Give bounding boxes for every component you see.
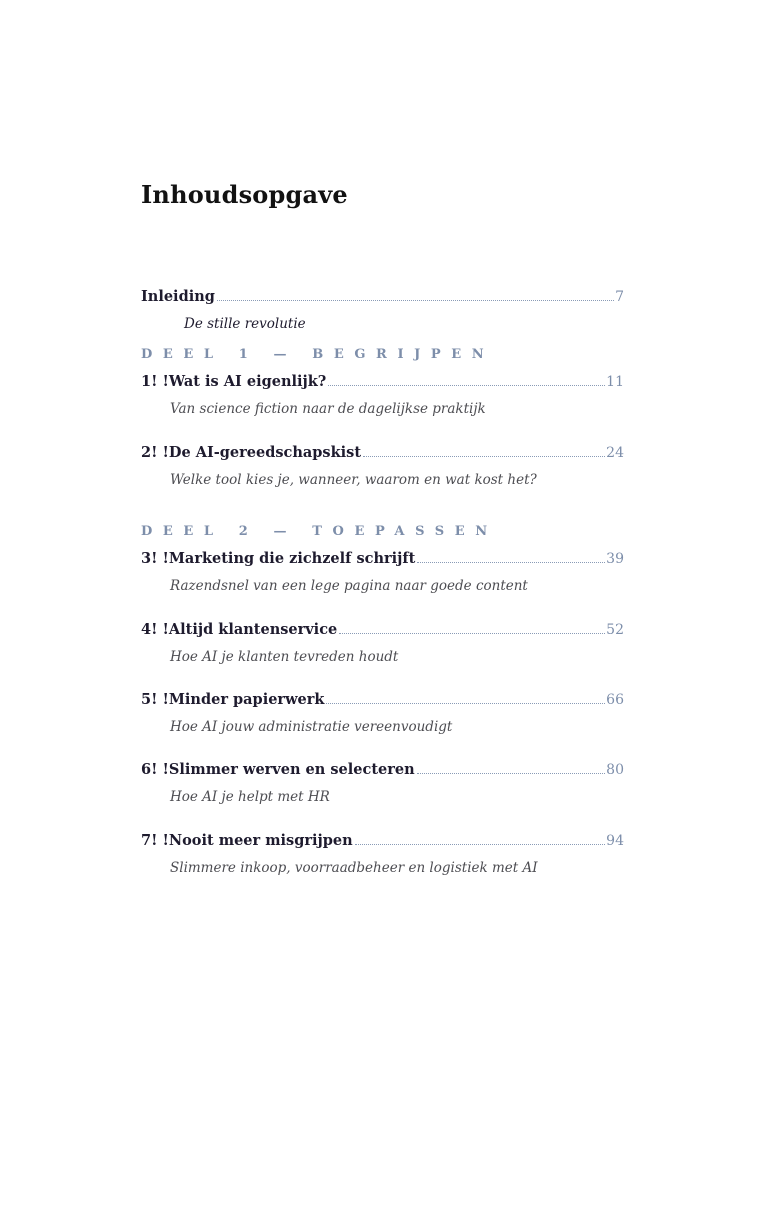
dot-leader — [339, 629, 605, 634]
toc-entry-row — [141, 691, 624, 709]
chapter-number: 2! ! — [141, 444, 169, 461]
toc-entry-chapter-2[interactable] — [141, 444, 624, 489]
toc-entry-row — [141, 373, 624, 391]
toc-page-number: 66 — [606, 692, 624, 708]
toc-page-number: 24 — [606, 445, 624, 461]
toc-entry-subtitle: Van science fiction naar de dagelijkse praktijk — [170, 401, 486, 417]
toc-entry-title: Slimmer werven en selecteren — [168, 761, 415, 778]
toc-entry-subtitle: Hoe AI jouw administratie vereenvoudigt — [170, 719, 453, 735]
toc-entry-title: Marketing die zichzelf schrijft — [168, 550, 416, 567]
toc-entry-title: Nooit meer misgrijpen — [168, 832, 353, 849]
toc-entry-title: Wat is AI eigenlijk? — [168, 373, 327, 390]
toc-entry-intro[interactable] — [141, 288, 624, 333]
toc-entry-chapter-1[interactable] — [141, 373, 624, 418]
part-heading-2: DEEL 2 — TOEPASSEN — [141, 524, 498, 539]
dot-leader — [417, 769, 606, 774]
toc-page-number: 39 — [606, 551, 624, 567]
toc-page-number: 7 — [615, 289, 624, 305]
toc-page-number: 94 — [606, 833, 624, 849]
toc-entry-title: Inleiding — [141, 288, 215, 305]
chapter-number: 4! ! — [141, 621, 169, 638]
dot-leader — [355, 840, 606, 845]
toc-page-number: 52 — [606, 622, 624, 638]
toc-entry-row — [141, 832, 624, 850]
toc-entry-chapter-6[interactable] — [141, 761, 624, 806]
toc-entry-chapter-4[interactable] — [141, 621, 624, 666]
toc-entry-title: Minder papierwerk — [168, 691, 325, 708]
chapter-number: 5! ! — [141, 691, 169, 708]
part-heading-1: DEEL 1 — BEGRIJPEN — [141, 347, 495, 362]
toc-entry-chapter-3[interactable] — [141, 550, 624, 595]
toc-entry-chapter-7[interactable] — [141, 832, 624, 877]
page-title: Inhoudsopgave — [141, 180, 348, 209]
toc-entry-row — [141, 621, 624, 639]
chapter-number: 7! ! — [141, 832, 169, 849]
chapter-number: 6! ! — [141, 761, 169, 778]
dot-leader — [417, 558, 605, 563]
toc-entry-subtitle: Hoe AI je helpt met HR — [170, 789, 330, 805]
toc-entry-row — [141, 288, 624, 306]
toc-entry-row — [141, 550, 624, 568]
toc-entry-title: Altijd klantenservice — [168, 621, 338, 638]
toc-entry-row — [141, 761, 624, 779]
toc-entry-subtitle: Razendsnel van een lege pagina naar goede content — [170, 578, 528, 594]
toc-entry-row — [141, 444, 624, 462]
dot-leader — [328, 381, 605, 386]
chapter-number: 1! ! — [141, 373, 169, 390]
toc-page-number: 11 — [606, 374, 624, 390]
toc-entry-title: De AI-gereedschapskist — [168, 444, 362, 461]
dot-leader — [217, 296, 614, 301]
toc-entry-subtitle: Hoe AI je klanten tevreden houdt — [170, 649, 399, 665]
toc-entry-chapter-5[interactable] — [141, 691, 624, 736]
dot-leader — [363, 452, 605, 457]
dot-leader — [326, 699, 605, 704]
toc-entry-subtitle: Slimmere inkoop, voorraadbeheer en logistiek met AI — [170, 860, 538, 876]
toc-entry-subtitle: Welke tool kies je, wanneer, waarom en wat kost het? — [170, 472, 537, 488]
toc-page-number: 80 — [606, 762, 624, 778]
chapter-number: 3! ! — [141, 550, 169, 567]
toc-entry-subtitle: De stille revolutie — [184, 316, 306, 332]
